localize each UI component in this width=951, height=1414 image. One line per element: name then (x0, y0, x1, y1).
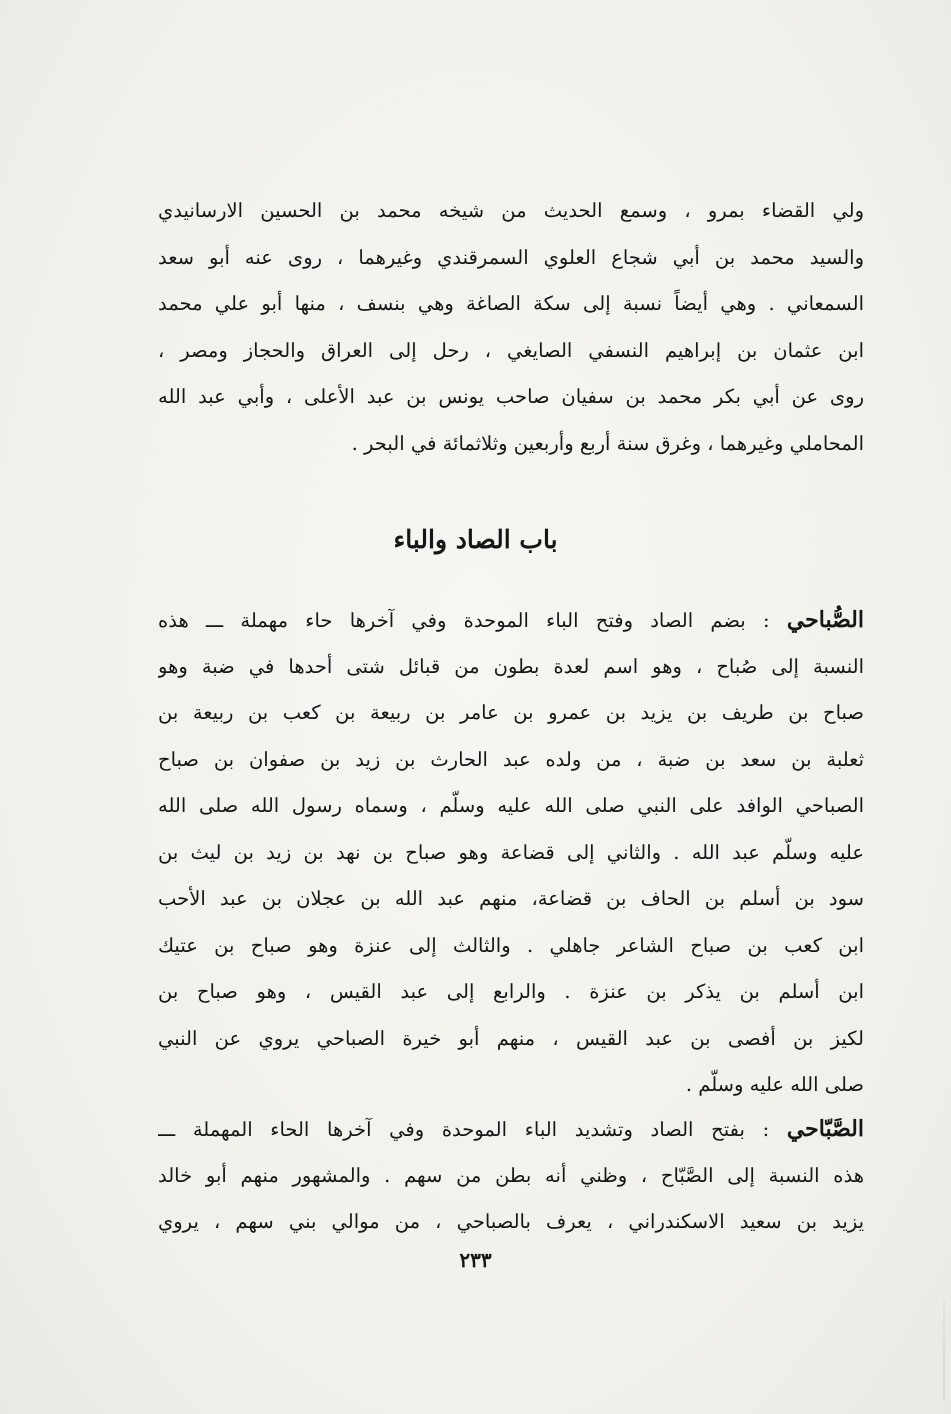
text-line: ابن كعب بن صباح الشاعر جاهلي . والثالث إلى عنزة وهو صباح بن عتيك (158, 933, 864, 957)
text-line: المحاملي وغيرهما ، وغرق سنة أربع وأربعين وثلاثمائة في البحر . (351, 431, 864, 455)
section-heading: باب الصاد والباء (393, 525, 558, 554)
page-number: ٢٣٣ (459, 1248, 492, 1272)
entry-first-line-text: : بفتح الصاد وتشديد الباء الموحدة وفي آخرها الحاء المهملة ـــ (158, 1118, 787, 1141)
text-line: النسبة إلى صُباح ، وهو اسم لعدة بطون من قبائل شتى أحدها في ضبة وهو (158, 654, 864, 678)
text-line: صباح بن طريف بن يزيد بن عمرو بن عامر بن ربيعة بن كعب بن ربيعة بن (158, 701, 864, 724)
entry-term: الصَّبّاحي (786, 1116, 864, 1142)
text-line: روى عن أبي بكر محمد بن سفيان صاحب يونس بن عبد الأعلى ، وأبي عبد الله (158, 385, 864, 408)
scan-edge-mark (943, 1300, 945, 1400)
entry-term: الصُّباحي (786, 607, 864, 633)
entry-first-line (158, 597, 864, 644)
text-line: ولي القضاء بمرو ، وسمع الحديث من شيخه محمد بن الحسين الارسانيدي (158, 199, 864, 222)
text-line: عليه وسلّم عبد الله . والثاني إلى قضاعة وهو صباح بن نهد بن زيد بن ليث بن (158, 840, 864, 864)
text-line: ثعلبة بن سعد بن ضبة ، من ولده عبد الحارث بن زيد بن صفوان بن صباح (158, 747, 864, 771)
text-line: ابن عثمان بن إبراهيم النسفي الصايغي ، رحل إلى العراق والحجاز ومصر ، (158, 338, 864, 362)
text-line: سود بن أسلم بن الحاف بن قضاعة، منهم عبد الله بن عجلان بن عبد الأحب (158, 887, 864, 910)
text-line: صلى الله عليه وسلّم . (685, 1073, 864, 1096)
entry-first-line-text: : بضم الصاد وفتح الباء الموحدة وفي آخرها حاء مهملة ـــ هذه (158, 609, 787, 632)
entry-sabbahi (158, 1106, 864, 1246)
intro-paragraph (158, 188, 864, 467)
text-line: ابن أسلم بن يذكر بن عنزة . والرابع إلى عبد القيس ، وهو صباح بن (158, 980, 864, 1003)
text-line: يزيد بن سعيد الاسكندراني ، يعرف بالصباحي ، من موالي بني سهم ، يروي (158, 1210, 864, 1233)
text-line: السمعاني . وهي أيضاً نسبة إلى سكة الصاغة وهي بنسف ، منها أبو علي محمد (158, 292, 864, 315)
text-line: لكيز بن أفصى بن عبد القيس ، منهم أبو خيرة الصباحي يروي عن النبي (158, 1026, 864, 1050)
entry-sabahi (158, 597, 864, 1109)
text-line: الصباحي الوافد على النبي صلى الله عليه وسلّم ، وسماه رسول الله صلى الله (158, 794, 864, 817)
text-line: هذه النسبة إلى الصَّبّاح ، وظني أنه بطن من سهم . والمشهور منهم أبو خالد (158, 1163, 864, 1187)
entry-first-line (158, 1106, 864, 1153)
text-line: والسيد محمد بن أبي شجاع العلوي السمرقندي وغيرهما ، روى عنه أبو سعد (158, 245, 864, 269)
